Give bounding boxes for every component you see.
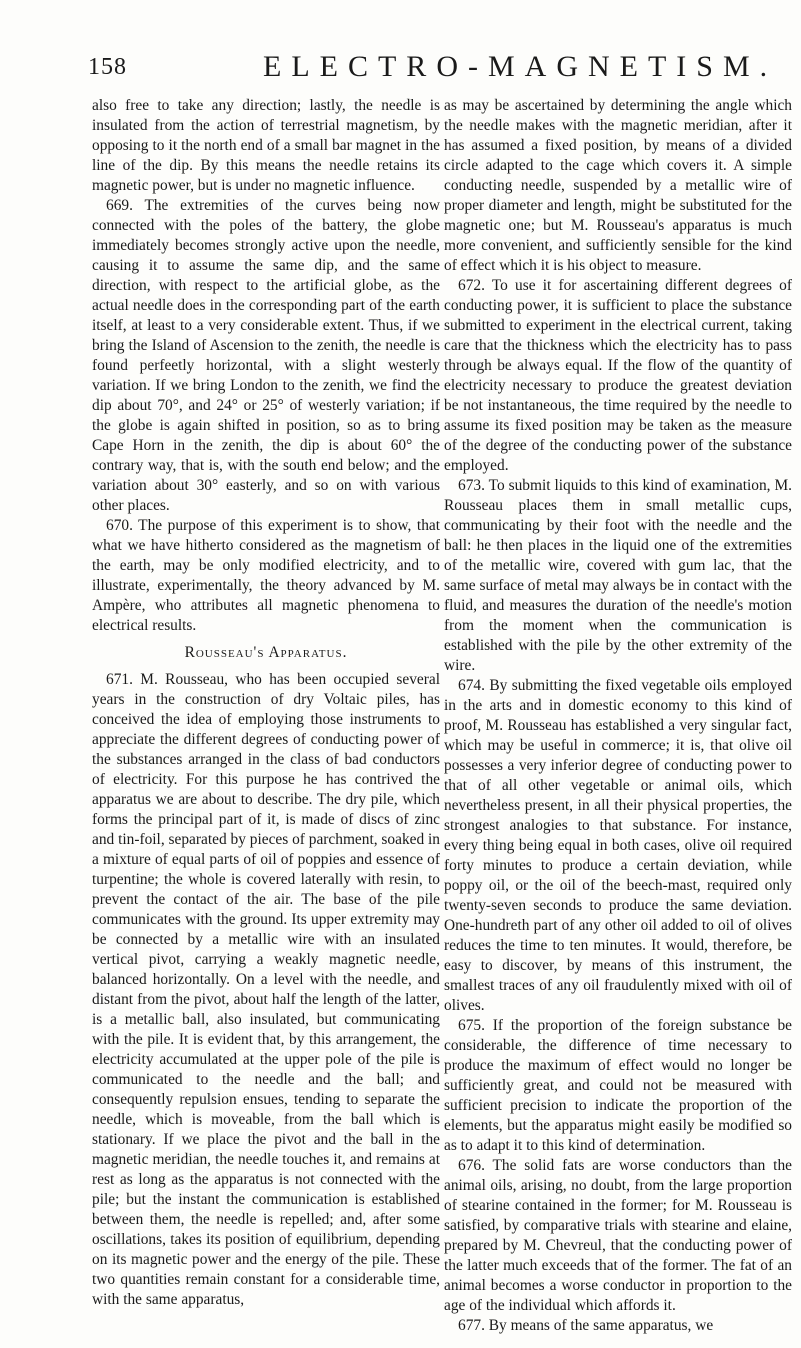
right-column bbox=[444, 96, 792, 1336]
paragraph-670: 670. The purpose of this experiment is to show, that what we have hitherto considered as the magnetism of the earth, may be only modified electricity, and to illustrate, experimentally, the theory advanced by M. Ampère, who attributes all magnetic phenomena to electrical results. bbox=[92, 517, 440, 634]
paragraph-continued: also free to take any direction; lastly, the needle is insulated from the action of terrestrial magnetism, by opposing to it the north end of a small bar magnet in the line of the dip. By this means the needle retains its magnetic power, but is under no magnetic influence. bbox=[92, 97, 440, 194]
running-title: ELECTRO-MAGNETISM. bbox=[263, 50, 778, 83]
paragraph-674: 674. By submitting the fixed vegetable oils employed in the arts and in domestic economy to this kind of proof, M. Rousseau has established a very singular fact, which may be useful in commerce; it is, that olive oil possesses a very inferior degree of conducting power to that of all other vegetable or animal oils, which nevertheless present, in all their physical properties, the strongest analogies to that substance. For instance, every thing being equal in both cases, olive oil required forty minutes to produce a certain deviation, while poppy oil, or the oil of the beech-mast, required only twenty-seven seconds to produce the same deviation. One-hundreth part of any other oil added to oil of olives reduces the time to ten minutes. It would, therefore, be easy to discover, by means of this instrument, the smallest traces of any oil fraudulently mixed with oil of olives. bbox=[444, 677, 792, 1014]
section-heading: Rousseau's Apparatus. bbox=[184, 644, 348, 661]
paragraph-676: 676. The solid fats are worse conductors than the animal oils, arising, no doubt, from the large proportion of stearine contained in the former; for M. Rousseau is satisfied, by comparative trials with stearine and elaine, prepared by M. Chevreul, that the conducting power of the latter much exceeds that of the former. The fat of an animal becomes a worse conductor in proportion to the age of the individual which affords it. bbox=[444, 1157, 792, 1314]
left-column bbox=[92, 96, 440, 1310]
paragraph-671: 671. M. Rousseau, who has been occupied several years in the construction of dry Voltaic piles, has conceived the idea of employing those instruments to appreciate the different degrees of conducting power of the substances arranged in the class of bad conductors of electricity. For this purpose he has contrived the apparatus we are about to describe. The dry pile, which forms the principal part of it, is made of discs of zinc and tin-foil, separated by pieces of parchment, soaked in a mixture of equal parts of oil of poppies and essence of turpentine; the whole is covered laterally with resin, to prevent the contact of the air. The base of the pile communicates with the ground. Its upper extremity may be connected by a metallic wire with an insulated vertical pivot, carrying a weakly magnetic needle, balanced horizontally. On a level with the needle, and distant from the pivot, about half the length of the latter, is a metallic ball, also insulated, but communicating with the pile. It is evident that, by this arrangement, the electricity accumulated at the upper pole of the pile is communicated to the needle and the ball; and consequently repulsion ensues, tending to separate the needle, which is moveable, from the ball which is stationary. If we place the pivot and the ball in the magnetic meridian, the needle touches it, and remains at rest as long as the apparatus is not connected with the pile; but the instant the communication is established between them, the needle is repelled; and, after some oscillations, takes its position of equilibrium, depending on its magnetic power and the energy of the pile. These two quantities remain constant for a considerable time, with the same apparatus, bbox=[92, 671, 440, 1308]
paragraph-677: 677. By means of the same apparatus, we bbox=[458, 1317, 714, 1334]
paragraph-672: 672. To use it for ascertaining different degrees of conducting power, it is sufficient to place the substance submitted to experiment in the electrical current, taking care that the thickness which the electricity has to pass through be always equal. If the flow of the quantity of electricity necessary to produce the greatest deviation be not instantaneous, the time required by the needle to assume its fixed position may be taken as the measure of the degree of the conducting power of the substance employed. bbox=[444, 277, 792, 474]
page-number: 158 bbox=[88, 54, 127, 80]
paragraph-675: 675. If the proportion of the foreign substance be considerable, the difference of time necessary to produce the maximum of effect would no longer be sufficiently great, and could not be measured with sufficient precision to indicate the proportion of the elements, but the apparatus might easily be modified so as to adapt it to this kind of determination. bbox=[444, 1017, 792, 1154]
paragraph-669: 669. The extremities of the curves being now connected with the poles of the battery, the globe immediately becomes strongly active upon the needle, causing it to assume the same dip, and the same direction, with respect to the artificial globe, as the actual needle does in the corresponding part of the earth itself, at least to a very considerable extent. Thus, if we bring the Island of Ascension to the zenith, the needle is found perfeetly horizontal, with a slight westerly variation. If we bring London to the zenith, we find the dip about 70°, and 24° or 25° of westerly variation; if the globe is again shifted in position, so as to bring Cape Horn in the zenith, the dip is about 60° the contrary way, that is, with the south end below; and the variation about 30° easterly, and so on with various other places. bbox=[92, 197, 440, 514]
page-header bbox=[88, 50, 778, 90]
paragraph-continued: as may be ascertained by determining the angle which the needle makes with the magnetic meridian, after it has assumed a fixed position, by means of a divided circle adapted to the cage which covers it. A simple conducting needle, suspended by a metallic wire of proper diameter and length, might be substituted for the magnetic one; but M. Rousseau's apparatus is much more convenient, and sufficiently sensible for the kind of effect which it is his object to measure. bbox=[444, 97, 792, 274]
paragraph-673: 673. To submit liquids to this kind of examination, M. Rousseau places them in small metallic cups, communicating by their foot with the needle and the ball: he then places in the liquid one of the extremities of the metallic wire, covered with gum lac, that the same surface of metal may always be in contact with the fluid, and measures the duration of the needle's motion from the moment when the communication is established with the pile by the other extremity of the wire. bbox=[444, 477, 792, 674]
